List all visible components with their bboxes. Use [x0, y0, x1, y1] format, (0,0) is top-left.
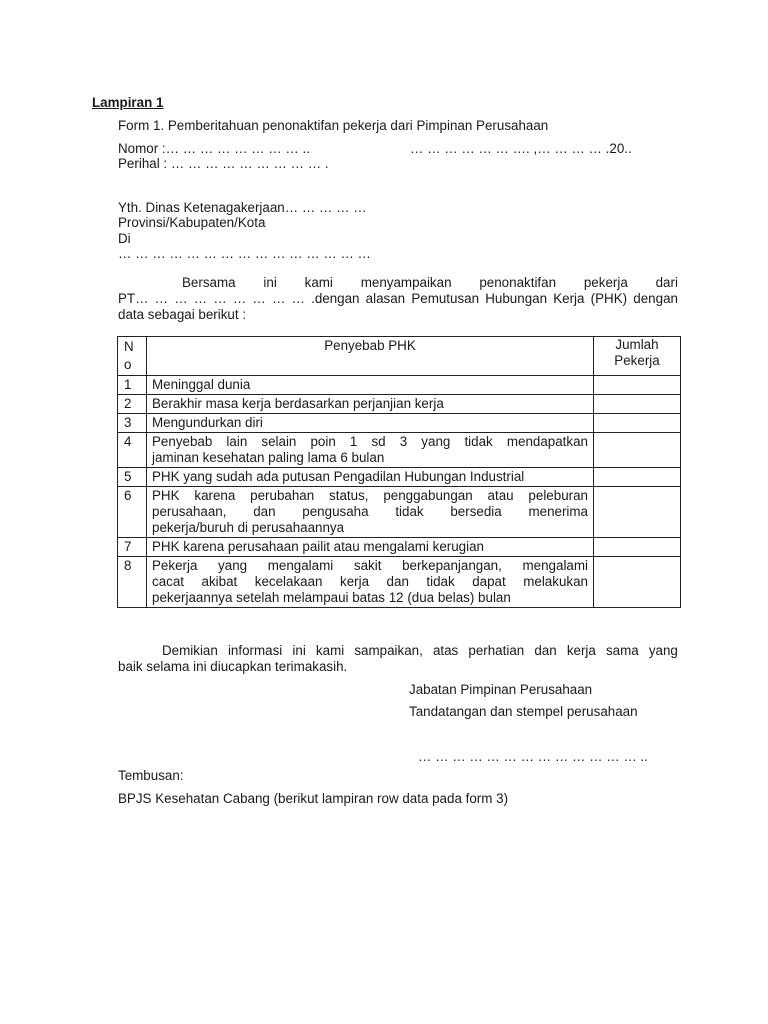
row-cause-line: pekerjaannya setelah melampaui batas 12 (dua belas) bulan	[152, 590, 511, 605]
row-count-cell[interactable]	[594, 557, 681, 608]
intro-line-2: PT… … … … … … … … … .dengan alasan Pemutusan Hubungan Kerja (PHK) dengan	[118, 291, 678, 306]
row-number: 3	[118, 414, 147, 433]
table-row	[118, 433, 681, 468]
row-cause-line: perusahaan, dan pengusaha tidak bersedia menerima	[152, 504, 588, 519]
row-cause-line: Penyebab lain selain poin 1 sd 3 yang tidak mendapatkan	[152, 434, 588, 449]
row-count-cell[interactable]	[594, 395, 681, 414]
row-count-cell[interactable]	[594, 538, 681, 557]
header-no: N o	[118, 337, 147, 376]
document-heading: Lampiran 1	[92, 95, 164, 110]
row-number: 5	[118, 468, 147, 487]
row-cause-line: cacat akibat kecelakaan kerja dan tidak dapat melakukan	[152, 574, 588, 589]
phk-table	[117, 336, 681, 608]
row-number: 6	[118, 487, 147, 538]
row-cause-line: PHK karena perubahan status, penggabungan atau peleburan	[152, 488, 588, 503]
row-count-cell[interactable]	[594, 433, 681, 468]
row-count-cell[interactable]	[594, 376, 681, 395]
row-cause-line: pekerja/buruh di perusahaannya	[152, 520, 345, 535]
row-cause: PHK karena perusahaan pailit atau mengalami kerugian	[147, 538, 594, 557]
intro-line-3: data sebagai berikut :	[118, 307, 247, 322]
row-cause: Mengundurkan diri	[147, 414, 594, 433]
recipient-line-4: … … … … … … … … … … … … … … …	[118, 246, 371, 261]
closing-line-1: Demikian informasi ini kami sampaikan, atas perhatian dan kerja sama yang	[162, 643, 678, 658]
table-row	[118, 414, 681, 433]
row-number: 8	[118, 557, 147, 608]
letter-number: Nomor :… … … … … … … … ..	[118, 141, 310, 156]
row-number: 4	[118, 433, 147, 468]
table-header-row	[118, 337, 681, 376]
row-count-cell[interactable]	[594, 487, 681, 538]
row-count-cell[interactable]	[594, 468, 681, 487]
row-cause: Berakhir masa kerja berdasarkan perjanjian kerja	[147, 395, 594, 414]
table-row	[118, 468, 681, 487]
row-count-cell[interactable]	[594, 414, 681, 433]
row-cause	[147, 557, 594, 608]
letter-date: … … … … … … …. ,… … … … .20..	[410, 141, 632, 156]
row-number: 1	[118, 376, 147, 395]
header-cause: Penyebab PHK	[147, 337, 594, 376]
cc-item: BPJS Kesehatan Cabang (berikut lampiran row data pada form 3)	[118, 791, 509, 806]
table-row	[118, 538, 681, 557]
table-row	[118, 487, 681, 538]
table-row	[118, 557, 681, 608]
table-row	[118, 376, 681, 395]
signature-name-line: … … … … … … … … … … … … … ..	[418, 749, 648, 764]
cc-label: Tembusan:	[118, 768, 184, 783]
row-number: 7	[118, 538, 147, 557]
recipient-line-3: Di	[118, 231, 131, 246]
signature-position: Jabatan Pimpinan Perusahaan	[409, 682, 593, 697]
row-cause	[147, 487, 594, 538]
recipient-line-2: Provinsi/Kabupaten/Kota	[118, 215, 266, 230]
row-cause	[147, 433, 594, 468]
header-count: Jumlah Pekerja	[594, 337, 681, 376]
letter-subject: Perihal : … … … … … … … … … .	[118, 156, 329, 171]
row-cause-line: Pekerja yang mengalami sakit berkepanjangan, mengalami	[152, 558, 588, 573]
row-cause: Meninggal dunia	[147, 376, 594, 395]
signature-stamp: Tandatangan dan stempel perusahaan	[409, 704, 638, 719]
intro-line-1: Bersama ini kami menyampaikan penonaktifan pekerja dari	[182, 275, 678, 290]
table-row	[118, 395, 681, 414]
row-cause-line: jaminan kesehatan paling lama 6 bulan	[152, 450, 385, 465]
row-number: 2	[118, 395, 147, 414]
row-cause: PHK yang sudah ada putusan Pengadilan Hubungan Industrial	[147, 468, 594, 487]
form-title: Form 1. Pemberitahuan penonaktifan pekerja dari Pimpinan Perusahaan	[118, 118, 549, 133]
closing-line-2: baik selama ini diucapkan terimakasih.	[118, 659, 348, 674]
recipient-line-1: Yth. Dinas Ketenagakerjaan… … … … …	[118, 200, 367, 215]
